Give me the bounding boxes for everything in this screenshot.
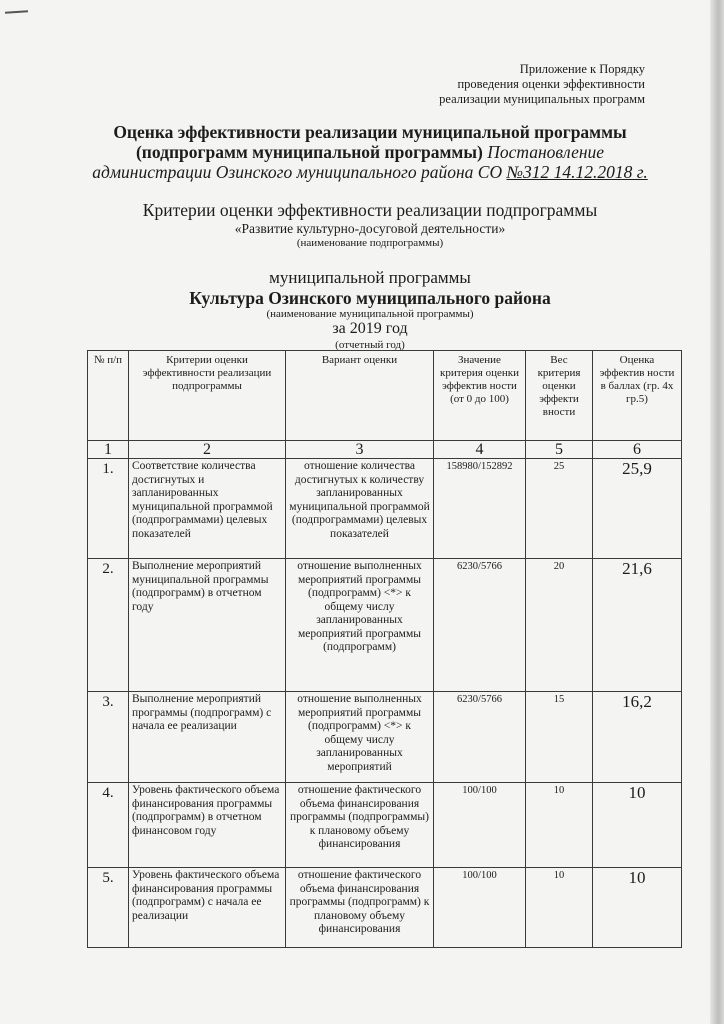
row-variant: отношение выполненных мероприятий программы (подпрограмм) <*> к общему числу запланированных мероприятий программы (подпрограмм)	[286, 559, 434, 692]
row-number: 1.	[88, 459, 129, 559]
row-value: 158980/152892	[434, 459, 526, 559]
header-criterion: Критерии оценки эффективности реализации подпрограммы	[129, 351, 286, 441]
header-variant: Вариант оценки	[286, 351, 434, 441]
criteria-heading: Критерии оценки эффективности реализации подпрограммы	[142, 200, 598, 220]
table-row	[88, 868, 682, 948]
appendix-note	[439, 62, 645, 107]
row-criterion: Уровень фактического объема финансирования программы (подпрограмм) с начала ее реализации	[129, 868, 286, 948]
column-number: 4	[434, 441, 526, 459]
program-label: муниципальной программы	[269, 268, 471, 287]
column-number: 3	[286, 441, 434, 459]
row-variant: отношение количества достигнутых к количеству запланированных муниципальной программой (подпрограммами) целевых показателей	[286, 459, 434, 559]
row-score: 10	[593, 868, 682, 948]
scan-edge-shadow	[710, 0, 724, 1024]
column-number: 5	[526, 441, 593, 459]
row-criterion: Соответствие количества достигнутых и запланированных муниципальной программой (подпрограммами) целевых показателей	[129, 459, 286, 559]
row-value: 6230/5766	[434, 692, 526, 783]
title-line-3-italic: администрации Озинского муниципального района СО	[92, 162, 507, 182]
program-caption: (наименование муниципальной программы)	[266, 308, 474, 320]
table-row	[88, 783, 682, 868]
row-score: 16,2	[593, 692, 682, 783]
title-line-2-bold: (подпрограмм муниципальной программы)	[135, 142, 483, 162]
period-caption: (отчетный год)	[335, 339, 405, 351]
row-number: 3.	[88, 692, 129, 783]
row-number: 2.	[88, 559, 129, 692]
header-num: № п/п	[88, 351, 129, 441]
table-row	[88, 459, 682, 559]
row-variant: отношение фактического объема финансирования программы (подпрограмм) к плановому объему финансирования	[286, 868, 434, 948]
appendix-line-2: проведения оценки эффективности	[457, 77, 645, 91]
row-weight: 20	[526, 559, 593, 692]
row-weight: 15	[526, 692, 593, 783]
table-row	[88, 559, 682, 692]
column-number: 2	[129, 441, 286, 459]
row-variant: отношение фактического объема финансирования программы (подпрограммы) к плановому объему финансирования	[286, 783, 434, 868]
subprogram-name: «Развитие культурно-досуговой деятельности»	[234, 221, 506, 236]
title-line-1: Оценка эффективности реализации муниципальной программы	[113, 122, 627, 142]
row-weight: 10	[526, 868, 593, 948]
row-value: 100/100	[434, 783, 526, 868]
appendix-line-3: реализации муниципальных программ	[439, 92, 645, 106]
title-line-3	[40, 162, 700, 182]
row-score: 21,6	[593, 559, 682, 692]
row-weight: 10	[526, 783, 593, 868]
title-line-2	[40, 142, 700, 162]
table-row	[88, 692, 682, 783]
row-number: 4.	[88, 783, 129, 868]
header-weight: Вес критерия оценки эффекти вности	[526, 351, 593, 441]
column-number: 6	[593, 441, 682, 459]
row-number: 5.	[88, 868, 129, 948]
row-criterion: Выполнение мероприятий программы (подпрограмм) с начала ее реализации	[129, 692, 286, 783]
resolution-number: №312 14.12.2018 г.	[506, 162, 648, 182]
program-name: Культура Озинского муниципального района	[189, 288, 551, 308]
table-header-row	[88, 351, 682, 441]
document-title	[40, 122, 700, 182]
row-score: 10	[593, 783, 682, 868]
scan-artifact-mark	[5, 10, 28, 14]
column-number: 1	[88, 441, 129, 459]
row-value: 6230/5766	[434, 559, 526, 692]
row-criterion: Выполнение мероприятий муниципальной программы (подпрограмм) в отчетном году	[129, 559, 286, 692]
title-line-2-italic: Постановление	[482, 142, 605, 162]
header-score: Оценка эффектив ности в баллах (гр. 4х гр.5)	[593, 351, 682, 441]
row-value: 100/100	[434, 868, 526, 948]
row-weight: 25	[526, 459, 593, 559]
header-value: Значение критерия оценки эффектив ности (от 0 до 100)	[434, 351, 526, 441]
reporting-period: за 2019 год	[332, 320, 408, 337]
subprogram-caption: (наименование подпрограммы)	[296, 237, 444, 249]
row-score: 25,9	[593, 459, 682, 559]
column-number-row	[88, 441, 682, 459]
row-criterion: Уровень фактического объема финансирования программы (подпрограмм) в отчетном финансовом году	[129, 783, 286, 868]
appendix-line-1: Приложение к Порядку	[519, 62, 645, 76]
criteria-table	[87, 350, 682, 948]
row-variant: отношение выполненных мероприятий программы (подпрограмм) <*> к общему числу запланированных мероприятий	[286, 692, 434, 783]
